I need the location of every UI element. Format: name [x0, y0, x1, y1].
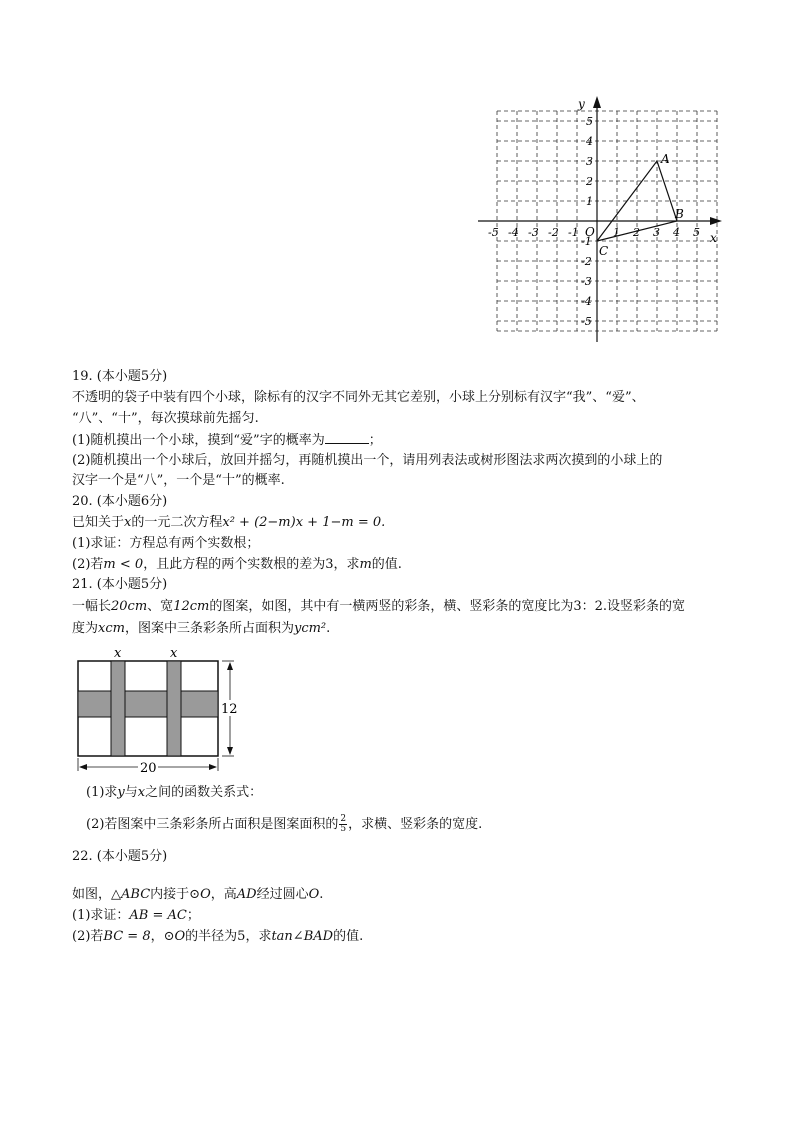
x-tick-label: -1	[568, 226, 579, 239]
x-tick-label: -4	[508, 226, 519, 239]
arrow-down-icon	[227, 747, 233, 755]
q21-part1-c: 之间的函数关系式：	[145, 785, 263, 800]
q21-part2	[86, 815, 482, 834]
q21-width: 12cm	[173, 599, 210, 614]
q21-part2-b: ，求横、竖彩条的宽度.	[348, 817, 483, 832]
point-c-label: C	[599, 244, 609, 258]
q21-line2	[72, 620, 330, 638]
stripe-label-x2: x	[170, 646, 178, 661]
y-tick-label: -2	[581, 255, 592, 268]
q21-part1-y: y	[117, 785, 125, 800]
y-tick-label: -4	[581, 295, 592, 308]
q22-line1-a: 如图，	[72, 887, 112, 902]
y-axis-arrow-icon	[593, 96, 601, 108]
q19-part1	[72, 431, 382, 450]
x-tick-label: -2	[548, 226, 559, 239]
q19-header: 19. (本小题5分)	[72, 369, 168, 384]
x-tick-label: 4	[673, 226, 680, 239]
q20-part2-a: (2)若	[72, 557, 104, 572]
q22-part1-b: ；	[186, 908, 200, 923]
coordinate-graph	[470, 92, 730, 352]
q22-part1-a: (1)求证：	[72, 908, 130, 923]
q21-line1-c: 的图案，如图，其中有一横两竖的彩条，横、竖彩条的宽度比为3：2.设竖彩条的宽	[209, 599, 686, 614]
arrow-right-icon	[209, 764, 217, 770]
q22-part2-tan: tan∠BAD	[271, 929, 334, 944]
q22-part2-circle: ⊙O	[163, 929, 186, 944]
q21-area: ycm²	[293, 621, 327, 636]
q22-ad: AD	[236, 887, 257, 902]
x-tick-label: -5	[488, 226, 499, 239]
q22-line1-b: 内接于	[150, 887, 190, 902]
q20-part2	[72, 556, 402, 574]
q21-part1	[86, 784, 262, 802]
q21-line2-b: ，图案中三条彩条所占面积为	[124, 621, 294, 636]
y-tick-label: 1	[586, 195, 593, 208]
q21-line1-a: 一幅长	[72, 599, 112, 614]
y-tick-label: 2	[586, 175, 593, 188]
x-tick-label: 2	[633, 226, 640, 239]
q21-part2-a: (2)若图案中三条彩条所占面积是图案面积的	[86, 817, 339, 832]
point-b-label: B	[675, 207, 684, 221]
answer-blank	[325, 431, 369, 444]
vertical-stripe-1	[111, 661, 125, 756]
q20-line1	[72, 514, 385, 532]
q20-var-x: x	[124, 515, 132, 530]
q21-part1-b: 与	[124, 785, 138, 800]
q22-line1-c: ，高	[210, 887, 237, 902]
q21-length: 20cm	[111, 599, 148, 614]
q22-part1	[72, 907, 200, 925]
q22-part1-eq: AB = AC	[129, 908, 187, 923]
y-tick-label: -3	[581, 275, 592, 288]
q20-part2-c: 的值.	[371, 557, 402, 572]
q22-line1-e: .	[319, 887, 324, 902]
origin-label: O	[585, 225, 595, 239]
q22-line1	[72, 886, 323, 904]
vertical-stripe-2	[167, 661, 181, 756]
q22-triangle: △ABC	[111, 887, 151, 902]
q20-part2-b: ，且此方程的两个实数根的差为3，求	[143, 557, 360, 572]
point-a-label: A	[661, 152, 670, 166]
q21-line1	[72, 598, 685, 616]
arrow-left-icon	[79, 764, 87, 770]
width-label: 20	[140, 761, 157, 775]
q20-part2-var: m	[359, 557, 372, 572]
height-label: 12	[221, 702, 238, 717]
q19-part2-line1: (2)随机摸出一个小球后，放回并摇匀，再随机摸出一个，请用列表法或树形图法求两次摸到的小球上的	[72, 453, 663, 468]
q22-part2-a: (2)若	[72, 929, 104, 944]
y-tick-label: 5	[586, 115, 593, 128]
fraction-two-fifths	[339, 815, 347, 834]
q20-part1: (1)求证：方程总有两个实数根；	[72, 536, 260, 551]
q19-line1: 不透明的袋子中装有四个小球，除标有的汉字不同外无其它差别，小球上分别标有汉字“我”、“爱”、	[72, 390, 645, 405]
fraction-numerator: 2	[340, 814, 347, 824]
q20-part2-cond: m < 0	[103, 557, 144, 572]
q20-text-a: 已知关于	[72, 515, 125, 530]
x-tick-label: -3	[528, 226, 539, 239]
x-axis-arrow-icon	[710, 217, 722, 225]
y-tick-label: 4	[586, 135, 593, 148]
horizontal-stripe	[78, 691, 218, 717]
q21-line2-a: 度为	[72, 621, 99, 636]
q22-part2-c: 的半径为5，求	[185, 929, 272, 944]
x-tick-label: 5	[693, 226, 700, 239]
q22-line1-d: 经过圆心	[256, 887, 309, 902]
q20-text-b: 的一元二次方程	[131, 515, 223, 530]
q19-part2-line2: 汉字一个是“八”，一个是“十”的概率.	[72, 473, 285, 488]
q22-part2-bc: BC = 8	[103, 929, 151, 944]
y-axis-label: y	[578, 97, 585, 111]
arrow-up-icon	[227, 662, 233, 670]
q20-header: 20. (本小题6分)	[72, 494, 168, 509]
q21-part1-x: x	[137, 785, 146, 800]
fraction-denominator: 5	[340, 824, 347, 834]
q19-part1-end: ；	[368, 433, 382, 448]
q22-part2-d: 的值.	[333, 929, 364, 944]
q21-header: 21. (本小题5分)	[72, 577, 168, 592]
q22-part2	[72, 928, 363, 946]
y-tick-label: -5	[581, 315, 592, 328]
q21-part1-a: (1)求	[86, 785, 118, 800]
x-tick-label: 1	[613, 226, 620, 239]
q21-var-x: xcm	[98, 621, 125, 636]
stripe-pattern-figure	[70, 645, 250, 775]
q22-center: O	[308, 887, 320, 902]
q19-line2: “八”、“十”，每次摸球前先摇匀.	[72, 411, 259, 426]
y-tick-label: 3	[586, 155, 593, 168]
x-tick-label: 3	[653, 226, 660, 239]
stripe-label-x1: x	[114, 646, 122, 661]
y-tick-label: -1	[581, 235, 592, 248]
q19-part1-text: (1)随机摸出一个小球，摸到“爱”字的概率为	[72, 433, 325, 448]
q22-circle: ⊙O	[189, 887, 211, 902]
q21-line1-b: 、宽	[147, 599, 174, 614]
q21-line2-end: .	[326, 621, 331, 636]
q22-header: 22. (本小题5分)	[72, 849, 168, 864]
q20-equation: x² + (2−m)x + 1−m = 0.	[222, 515, 386, 530]
x-axis-label: x	[710, 231, 717, 245]
q22-part2-b: ，	[150, 929, 164, 944]
